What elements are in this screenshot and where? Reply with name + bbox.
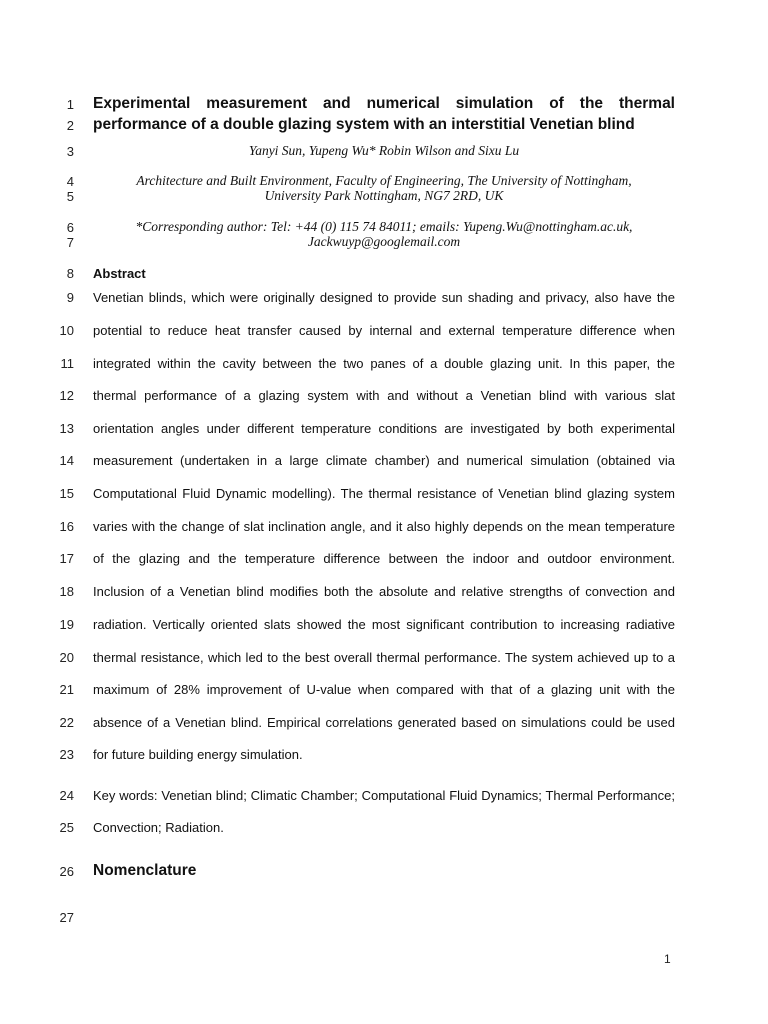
- keywords-line: Key words: Venetian blind; Climatic Chamber; Computational Fluid Dynamics; Thermal Performance;: [93, 788, 675, 803]
- line-number: 20: [59, 650, 74, 665]
- nomenclature-heading: Nomenclature: [93, 862, 197, 879]
- line-number: 26: [59, 864, 74, 879]
- abstract-line: potential to reduce heat transfer caused by internal and external temperature difference when: [93, 323, 675, 338]
- line-number: 6: [66, 220, 74, 235]
- line-number: 19: [59, 617, 74, 632]
- line-number: 24: [59, 788, 74, 803]
- page-number: 1: [664, 952, 671, 966]
- authors: Yanyi Sun, Yupeng Wu* Robin Wilson and Sixu Lu: [248, 143, 520, 158]
- affiliation-line: University Park Nottingham, NG7 2RD, UK: [264, 188, 504, 203]
- abstract-line: thermal resistance, which led to the best overall thermal performance. The system achieved up to a: [93, 650, 675, 665]
- line-number: 27: [59, 910, 74, 925]
- line-number: 17: [59, 551, 74, 566]
- abstract-line: Inclusion of a Venetian blind modifies both the absolute and relative strengths of convection and: [93, 584, 675, 599]
- abstract-line: integrated within the cavity between the two panes of a double glazing unit. In this paper, the: [93, 356, 675, 371]
- line-number: 22: [59, 715, 74, 730]
- abstract-line: absence of a Venetian blind. Empirical correlations generated based on simulations could be used: [93, 715, 675, 730]
- line-number: 8: [66, 266, 74, 281]
- abstract-line: radiation. Vertically oriented slats showed the most significant contribution to increasing radiative: [93, 617, 675, 632]
- line-number: 21: [59, 682, 74, 697]
- affiliation-line: Architecture and Built Environment, Faculty of Engineering, The University of Nottingham,: [136, 173, 632, 188]
- correspondence-line: Jackwuyp@googlemail.com: [307, 234, 461, 249]
- abstract-line: varies with the change of slat inclination angle, and it also highly depends on the mean temperature: [93, 519, 675, 534]
- line-number: 2: [66, 118, 74, 133]
- line-number: 13: [59, 421, 74, 436]
- paper-title-line: performance of a double glazing system with an interstitial Venetian blind: [93, 116, 635, 133]
- paper-title-line: Experimental measurement and numerical simulation of the thermal: [93, 95, 675, 112]
- abstract-line: for future building energy simulation.: [93, 747, 303, 762]
- abstract-heading: Abstract: [93, 266, 146, 281]
- abstract-line: measurement (undertaken in a large climate chamber) and numerical simulation (obtained via: [93, 453, 675, 468]
- line-number: 7: [66, 235, 74, 250]
- line-number: 1: [66, 97, 74, 112]
- line-number: 9: [66, 290, 74, 305]
- line-number: 25: [59, 820, 74, 835]
- line-number: 11: [60, 356, 74, 371]
- line-number: 3: [66, 144, 74, 159]
- keywords-line: Convection; Radiation.: [93, 820, 224, 835]
- abstract-line: of the glazing and the temperature difference between the indoor and outdoor environment.: [93, 551, 675, 566]
- abstract-line: Computational Fluid Dynamic modelling). The thermal resistance of Venetian blind glazing system: [93, 486, 675, 501]
- abstract-line: thermal performance of a glazing system with and without a Venetian blind with various slat: [93, 388, 675, 403]
- line-number: 10: [59, 323, 74, 338]
- line-number: 14: [59, 453, 74, 468]
- line-number: 16: [59, 519, 74, 534]
- line-number: 5: [66, 189, 74, 204]
- line-number: 4: [66, 174, 74, 189]
- line-number: 15: [59, 486, 74, 501]
- line-number: 12: [59, 388, 74, 403]
- abstract-line: maximum of 28% improvement of U-value when compared with that of a glazing unit with the: [93, 682, 675, 697]
- abstract-line: Venetian blinds, which were originally designed to provide sun shading and privacy, also have the: [93, 290, 675, 305]
- correspondence-line: *Corresponding author: Tel: +44 (0) 115 74 84011; emails: Yupeng.Wu@nottingham.ac.uk,: [135, 219, 633, 234]
- abstract-line: orientation angles under different temperature conditions are investigated by both experimental: [93, 421, 675, 436]
- line-number: 18: [59, 584, 74, 599]
- line-number: 23: [59, 747, 74, 762]
